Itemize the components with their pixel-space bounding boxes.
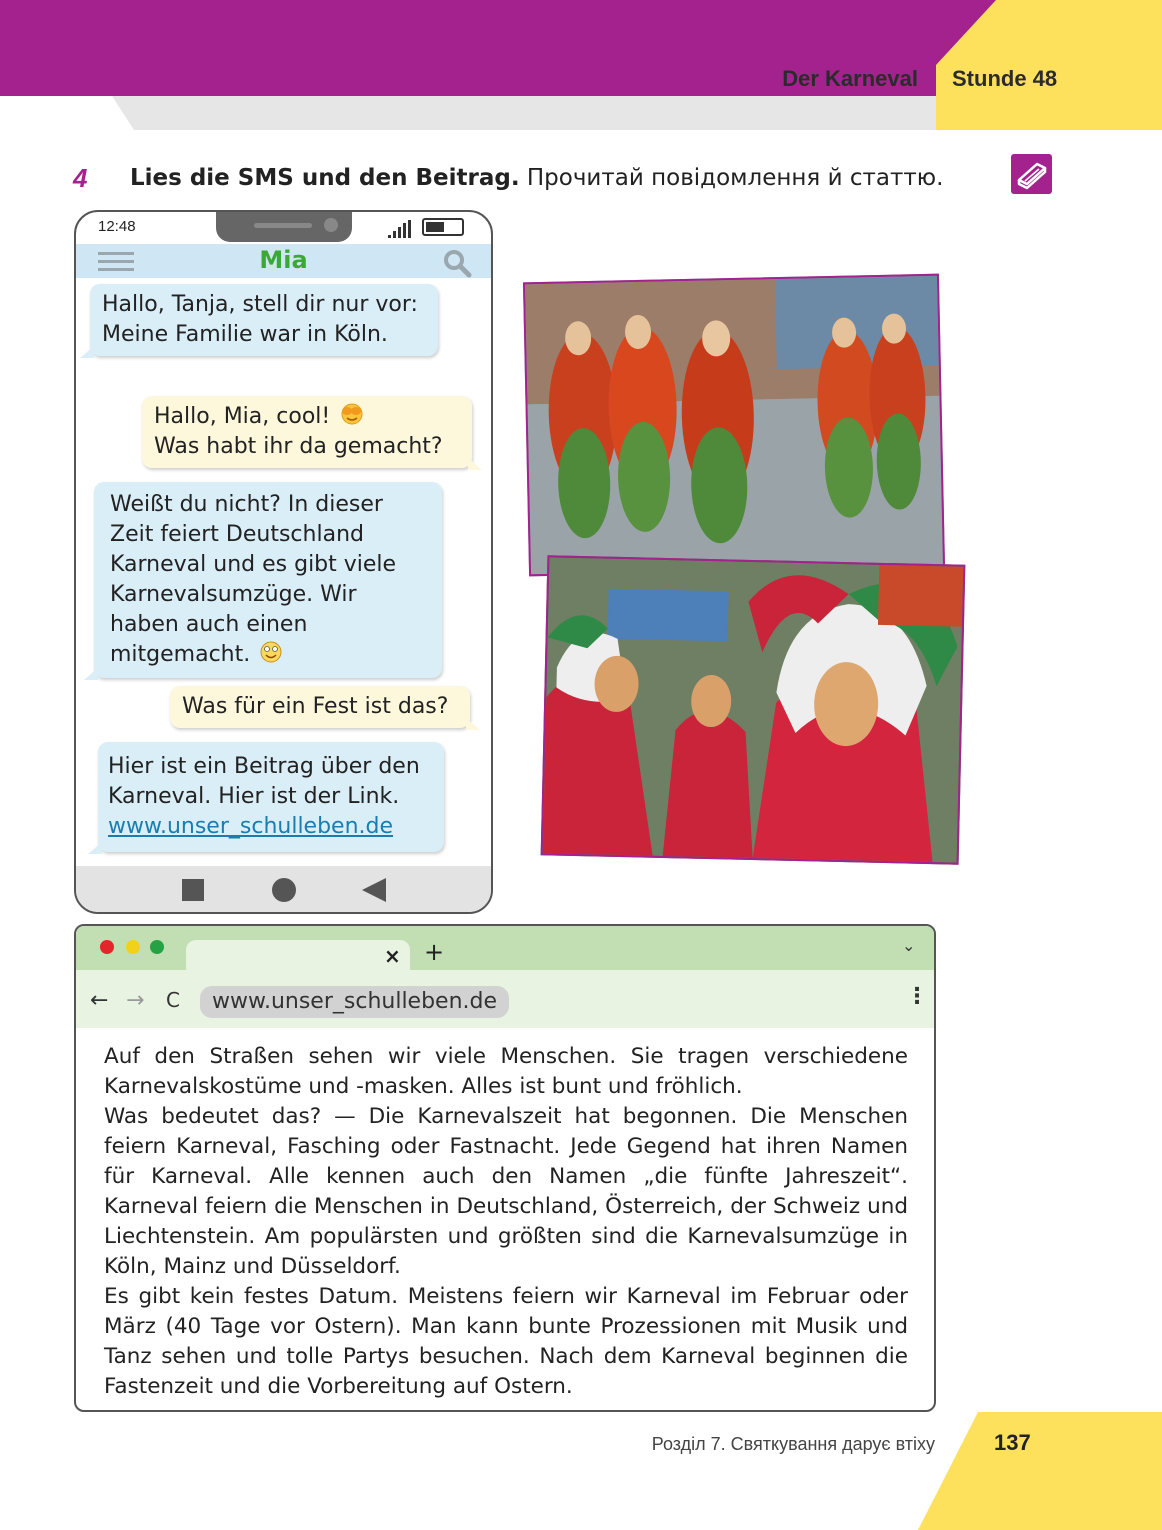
message-outgoing <box>142 396 472 468</box>
phone-time: 12:48 <box>98 218 136 235</box>
home-button[interactable] <box>272 878 296 902</box>
minimize-window-dot[interactable] <box>126 940 140 954</box>
article-paragraph: Was bedeutet das? — Die Karnevalszeit hat begonnen. Die Menschen feiern Karneval, Fasching oder Fastnacht. Jede Gegend hat ihren Namen für Karneval. Alle kennen auch den Namen „die fünfte Jahreszeit“. Karneval feiern die Menschen in Deutschland, Österreich, der Schweiz und Liechtenstein. Am populärsten und größten sind die Karnevalsumzüge in Köln, Mainz und Düsseldorf. <box>104 1104 908 1279</box>
chat-header <box>76 244 491 278</box>
forward-arrow-icon[interactable]: → <box>126 988 145 1013</box>
reload-icon[interactable]: C <box>166 988 180 1012</box>
lesson-title: Stunde 48 <box>952 66 1058 91</box>
footer-chapter: Розділ 7. Святкування дарує втіху <box>651 1434 935 1454</box>
page-number: 137 <box>994 1430 1031 1455</box>
back-arrow-icon[interactable]: ← <box>90 988 109 1013</box>
article-body <box>104 1042 908 1402</box>
smiley-emoji-icon <box>257 640 285 664</box>
battery-icon <box>422 218 464 236</box>
chevron-down-icon[interactable]: ⌄ <box>902 936 916 955</box>
new-tab-icon[interactable]: + <box>424 938 445 966</box>
header-shadow-strip <box>112 96 936 130</box>
back-button[interactable] <box>362 878 386 902</box>
task-number: 4 <box>73 163 88 193</box>
message-text: Hallo, Tanja, stell dir nur vor: Meine Familie war in Köln. <box>102 292 418 347</box>
browser-address-bar <box>76 970 934 1028</box>
signal-icon <box>388 220 414 238</box>
task-instruction-de: Lies die SMS und den Beitrag. <box>130 165 520 191</box>
jester-masks-photo <box>541 555 966 864</box>
search-icon[interactable] <box>442 248 472 278</box>
message-text: Was habt ihr da gemacht? <box>154 434 443 459</box>
message-link[interactable]: www.unser_schulleben.de <box>108 814 394 839</box>
phone-nav-bar <box>76 866 491 912</box>
book-icon <box>1011 154 1052 194</box>
message-text: Weißt du nicht? In dieser Zeit feiert Deutschland Karneval und es gibt viele Karnevalsumzüge. Wir haben auch einen mitgemacht. <box>110 492 397 667</box>
message-incoming <box>98 742 444 852</box>
message-outgoing <box>170 686 470 728</box>
footer-page-tab <box>918 1412 1162 1530</box>
message-text: Was für ein Fest ist das? <box>182 694 449 719</box>
browser-tab-strip <box>76 926 934 970</box>
phone-mockup <box>74 210 493 914</box>
message-incoming <box>90 284 438 356</box>
close-window-dot[interactable] <box>100 940 114 954</box>
phone-notch <box>216 210 352 242</box>
url-field[interactable]: www.unser_schulleben.de <box>200 986 509 1018</box>
recent-apps-button[interactable] <box>182 879 204 901</box>
article-paragraph: Auf den Straßen sehen wir viele Menschen. Sie tragen verschiedene Karnevalskostüme und -masken. Alles ist bunt und fröhlich. <box>104 1044 908 1099</box>
tab-close-icon[interactable]: × <box>384 944 401 968</box>
more-options-icon[interactable]: ⋮ <box>906 984 928 1009</box>
browser-window <box>74 924 936 1412</box>
sunglasses-emoji-icon <box>337 402 365 426</box>
browser-tab[interactable] <box>186 940 410 970</box>
task-instruction <box>130 165 943 191</box>
maximize-window-dot[interactable] <box>150 940 164 954</box>
message-incoming <box>94 482 442 678</box>
chat-contact-name: Mia <box>259 246 308 274</box>
task-instruction-uk: Прочитай повідомлення й статтю. <box>526 165 944 191</box>
chapter-title: Der Karneval <box>782 66 918 91</box>
carnival-parade-photo <box>523 274 945 577</box>
article-paragraph: Es gibt kein festes Datum. Meistens feiern wir Karneval im Februar oder März (40 Tage vor Ostern). Man kann bunte Prozessionen mit Musik und Tanz sehen und tolle Partys besuchen. Nach dem Karneval beginnen die Fastenzeit und die Vorbereitung auf Ostern. <box>104 1284 908 1399</box>
message-text: Hallo, Mia, cool! <box>154 404 331 429</box>
message-text: Hier ist ein Beitrag über den Karneval. Hier ist der Link. <box>108 754 420 809</box>
